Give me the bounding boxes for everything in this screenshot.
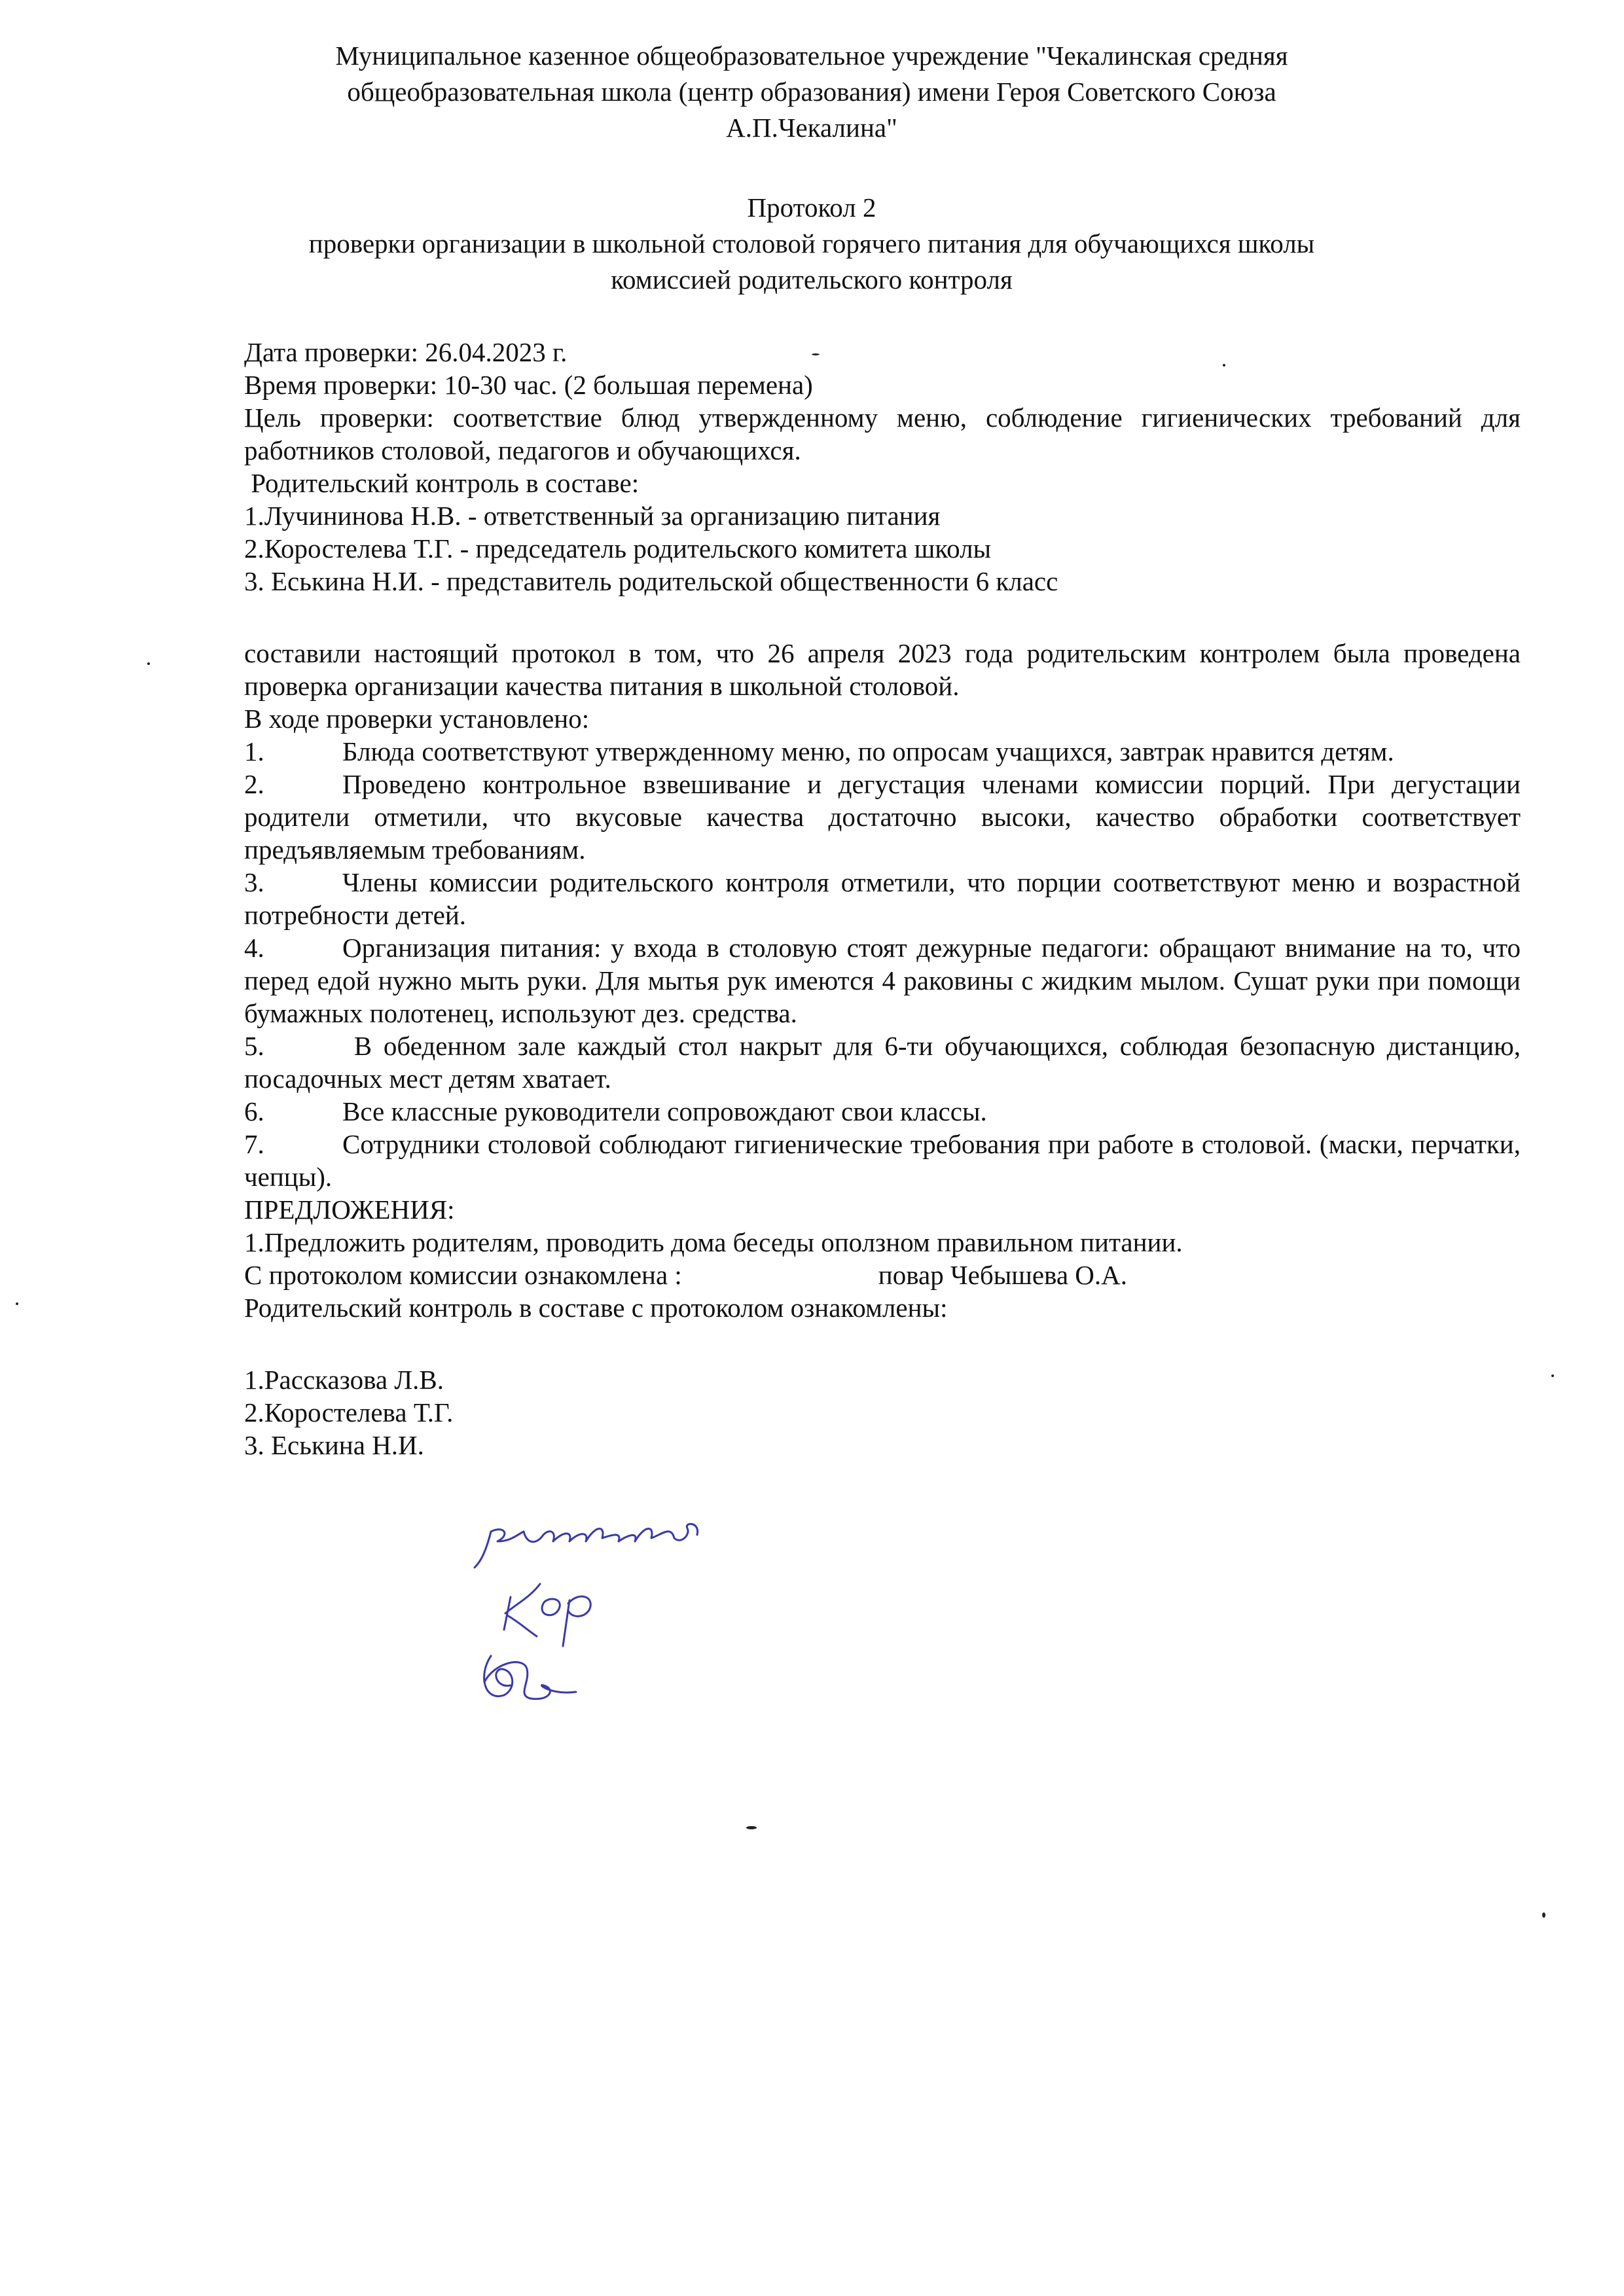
protocol-subtitle: проверки организации в школьной столовой горячего питания для обучающихся школы [308, 228, 1315, 259]
finding-text: В обеденном зале каждый стол накрыт для 6-ти обучающихся, соблюдая безопасную дистанцию, посадочных мест детям хватает. [244, 1031, 1528, 1094]
finding-number: 7. [244, 1129, 264, 1159]
scan-speck [812, 353, 820, 355]
composition-label: Родительский контроль в составе: [244, 468, 640, 498]
finding-number: 6. [244, 1096, 264, 1126]
cook-name: повар Чебышева О.А. [878, 1260, 1128, 1290]
intro-paragraph: составили настоящий протокол в том, что 26 апреля 2023 года родительским контролем была проведена проверка организации качества питания в школьной столовой. [244, 638, 1521, 701]
signer-item: 1.Рассказова Л.В. [244, 1365, 444, 1395]
finding-item [244, 1030, 1528, 1095]
acquaint-row [244, 1259, 1521, 1291]
inspection-goal: Цель проверки: соответствие блюд утвержденному меню, соблюдение гигиенических требований для работников столовой, педагогов и обучающихся. [244, 403, 1521, 465]
finding-item [244, 1128, 1521, 1193]
inspection-date: Дата проверки: 26.04.2023 г. [244, 337, 568, 367]
member-item: 2.Коростелева Т.Г. - председатель родительского комитета школы [244, 533, 992, 564]
signature-rasskazova [475, 1524, 698, 1568]
scan-speck [1542, 1912, 1545, 1918]
inspection-time: Время проверки: 10-30 час. (2 большая перемена) [244, 370, 813, 400]
org-line: общеобразовательная школа (центр образования) имени Героя Советского Союза [347, 77, 1276, 107]
finding-item [244, 768, 1521, 866]
finding-number: 4. [244, 933, 264, 963]
finding-number: 1. [244, 736, 264, 766]
protocol-title-block [196, 190, 1427, 298]
scan-speck [147, 662, 150, 665]
handwritten-signatures [465, 1505, 766, 1715]
finding-number: 5. [244, 1031, 264, 1061]
scan-speck [746, 1826, 757, 1829]
finding-number: 3. [244, 867, 264, 897]
finding-text: Члены комиссии родительского контроля отметили, что порции соответствуют меню и возрастной потребности детей. [244, 867, 1521, 930]
scan-speck [16, 1302, 18, 1305]
organization-header [249, 38, 1375, 146]
finding-text: Блюда соответствуют утвержденному меню, по опросам учащихся, завтрак нравится детям. [342, 736, 1394, 766]
scan-speck [1223, 364, 1225, 367]
member-item: 3. Еськина Н.И. - представитель родительской общественности 6 класс [244, 566, 1058, 596]
protocol-body [244, 336, 1528, 1462]
signer-item: 2.Коростелева Т.Г. [244, 1397, 454, 1427]
finding-text: Проведено контрольное взвешивание и дегустация членами комиссии порций. При дегустации родители отметили, что вкусовые качества достаточно высоки, качество обработки соответствует предъявляемым требованиям. [244, 769, 1521, 865]
finding-text: Все классные руководители сопровождают свои классы. [342, 1096, 987, 1126]
finding-text: Сотрудники столовой соблюдают гигиенические требования при работе в столовой. (маски, перчатки, чепцы). [244, 1129, 1521, 1192]
org-line: Муниципальное казенное общеобразовательное учреждение "Чекалинская средняя [335, 41, 1288, 71]
finding-text: Организация питания: у входа в столовую стоят дежурные педагоги: обращают внимание на то, что перед едой нужно мыть руки. Для мытья рук имеются 4 раковины с жидким мылом. Сушат руки при помощи бумажных полотенец, используют дез. средства. [244, 933, 1521, 1028]
protocol-subtitle: комиссией родительского контроля [611, 264, 1013, 295]
acquaint-label: С протоколом комиссии ознакомлена : [244, 1260, 682, 1290]
finding-item [244, 931, 1521, 1030]
proposal-item: 1.Предложить родителям, проводить дома беседы оползном правильном питании. [244, 1227, 1183, 1257]
finding-item [244, 735, 1521, 768]
signer-item: 3. Еськина Н.И. [244, 1430, 424, 1460]
finding-item [244, 1095, 1521, 1128]
signature-korosteleva [504, 1584, 590, 1646]
finding-number: 2. [244, 769, 264, 799]
member-item: 1.Лучининова Н.В. - ответственный за организацию питания [244, 501, 941, 531]
proposals-label: ПРЕДЛОЖЕНИЯ: [244, 1194, 455, 1225]
scan-speck [1551, 1374, 1554, 1377]
findings-label: В ходе проверки установлено: [244, 704, 590, 734]
protocol-title: Протокол 2 [747, 192, 876, 223]
finding-item [244, 866, 1521, 931]
acquaint-members-label: Родительский контроль в составе с протоколом ознакомлены: [244, 1293, 948, 1323]
signature-eskina [484, 1656, 576, 1699]
org-line: А.П.Чекалина" [726, 113, 897, 143]
